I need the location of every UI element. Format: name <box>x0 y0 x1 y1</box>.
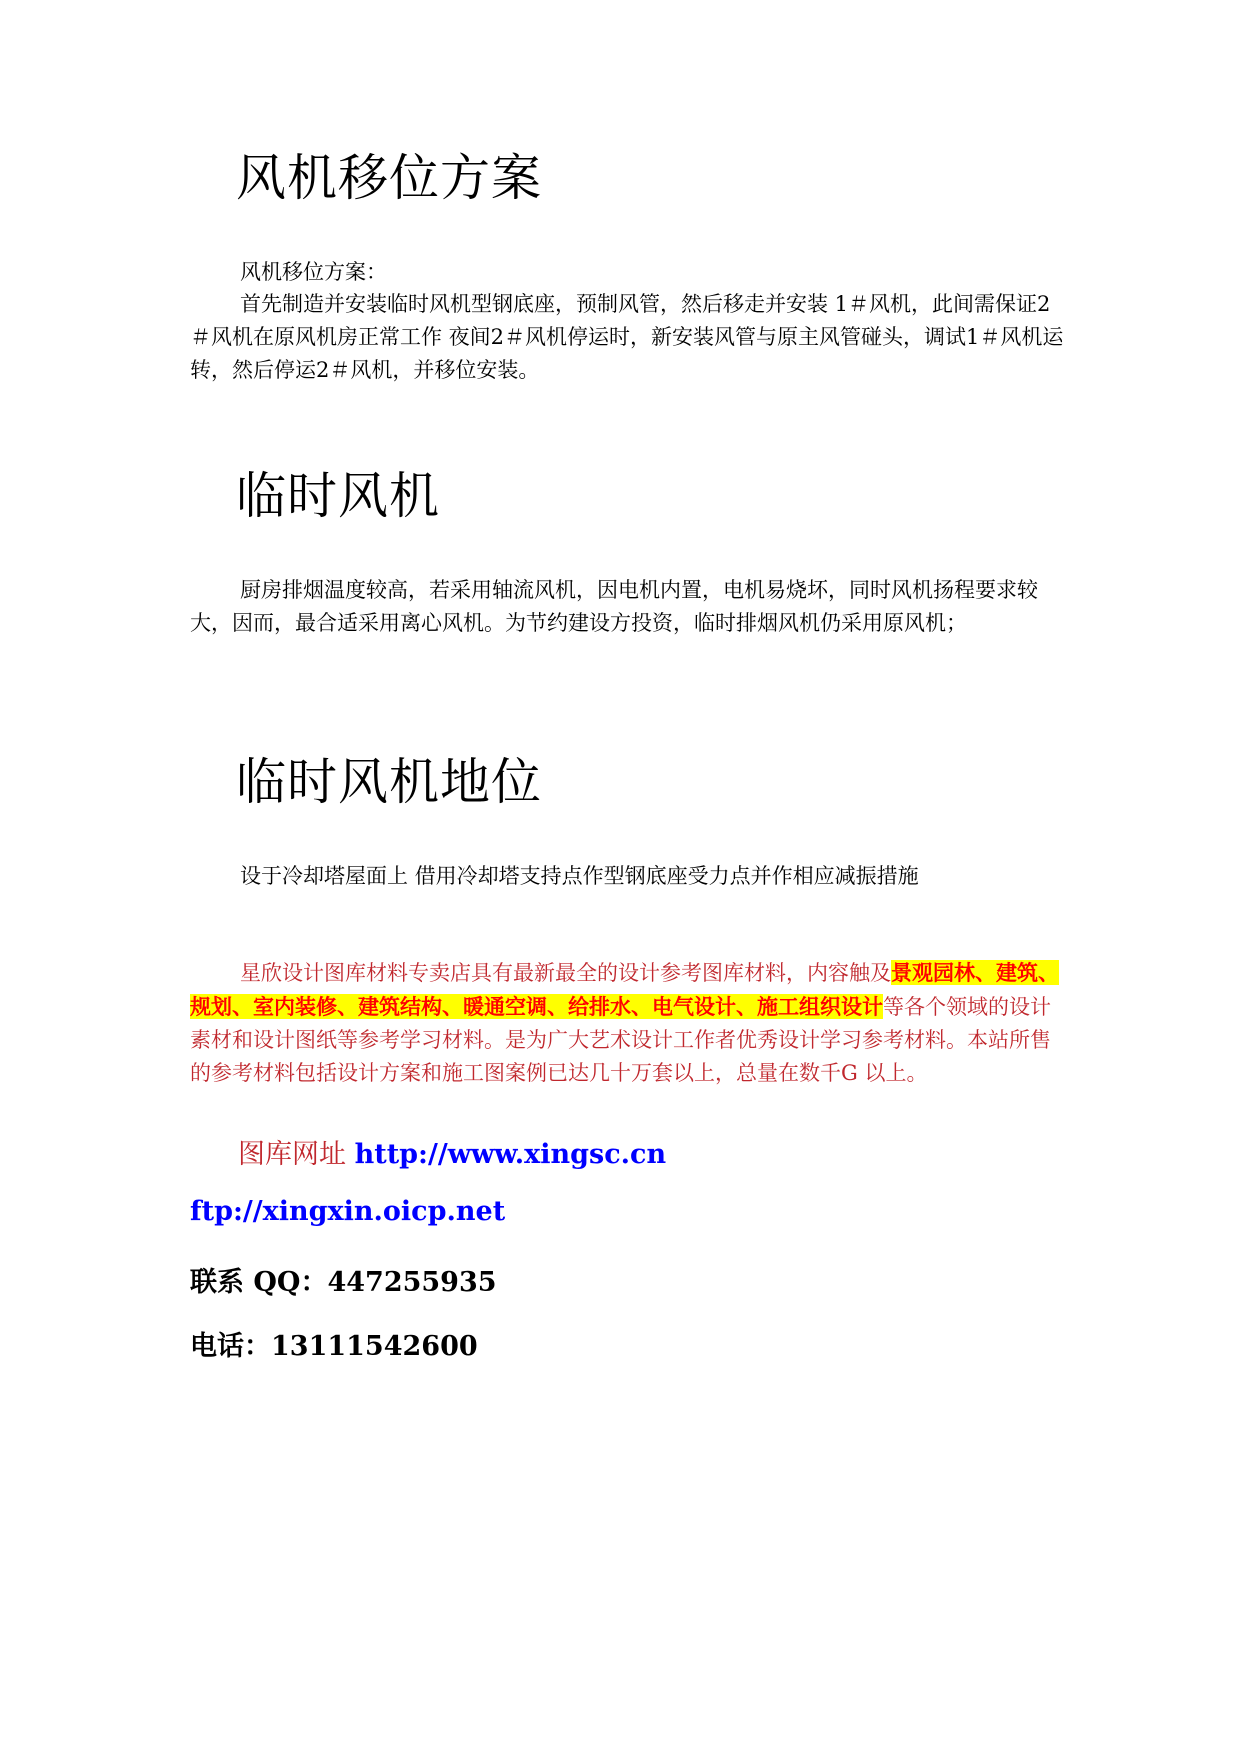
section-heading-fan-relocation: 风机移位方案 <box>236 149 542 207</box>
phone-value: 13111542600 <box>271 1331 478 1362</box>
section-label: 风机移位方案： <box>240 260 387 284</box>
site-label: 图库网址 <box>238 1139 346 1170</box>
section-heading-temporary-fan: 临时风机 <box>236 467 440 525</box>
qq-value: 447255935 <box>327 1267 497 1298</box>
section-paragraph-temporary-fan: 厨房排烟温度较高，若采用轴流风机，因电机内置，电机易烧坏，同时风机扬程要求较大，因而，最合适采用离心风机。为节约建设方投资，临时排烟风机仍采用原风机； <box>190 578 1038 635</box>
qq-label: 联系 QQ： <box>190 1267 328 1298</box>
qq-line <box>190 1260 497 1299</box>
phone-label: 电话： <box>190 1331 271 1362</box>
section-heading-temporary-fan-position: 临时风机地位 <box>236 753 542 811</box>
site-line <box>238 1132 666 1171</box>
ad-outro: 等各个领域的设计素材和设计图纸等参考学习材料。是为广大艺术设计工作者优秀设计学习参考材料。本站所售的参考材料包括设计方案和施工图案例已达几十万套以上，总量在数千G 以上。 <box>190 995 1051 1085</box>
section-paragraph-temporary-fan-position: 设于冷却塔屋面上 借用冷却塔支持点作型钢底座受力点并作相应减振措施 <box>240 864 919 888</box>
ad-intro: 星欣设计图库材料专卖店具有最新最全的设计参考图库材料，内容触及 <box>240 961 891 985</box>
site-link[interactable]: http://www.xingsc.cn <box>354 1139 667 1170</box>
phone-line <box>190 1324 478 1363</box>
section-paragraph-fan-relocation: 首先制造并安装临时风机型钢底座，预制风管，然后移走并安装 1＃风机，此间需保证2＃风机在原风机房正常工作 夜间2＃风机停运时，新安装风管与原主风管碰头，调试1＃风机运转，然后停运2＃风机，并移位安装。 <box>190 292 1064 382</box>
ad-highlight: 景观园林、建筑、规划、室内装修、建筑结构、暖通空调、给排水、电气设计、施工组织设计 <box>190 960 1059 1019</box>
ftp-link[interactable]: ftp://xingxin.oicp.net <box>190 1196 506 1227</box>
ad-paragraph <box>190 956 1070 1090</box>
ftp-line <box>190 1196 505 1227</box>
